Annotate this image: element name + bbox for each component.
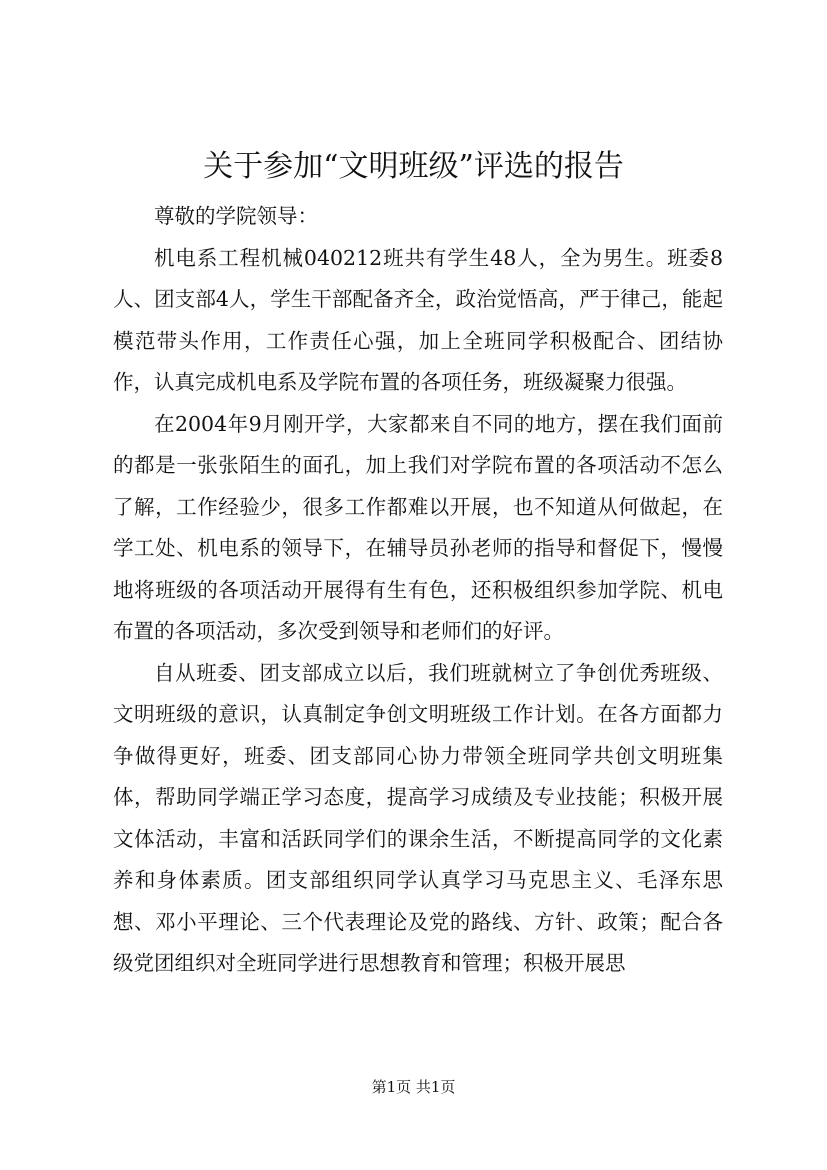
document-body [113,196,723,985]
page-footer: 第1页 共1页 [371,1078,456,1096]
document-title: 关于参加“文明班级”评选的报告 [203,149,624,184]
paragraph-3: 自从班委、团支部成立以后，我们班就树立了争创优秀班级、文明班级的意识，认真制定争创文明班级工作计划。在各方面都力争做得更好，班委、团支部同心协力带领全班同学共创文明班集体，帮助同学端正学习态度，提高学习成绩及专业技能；积极开展文体活动，丰富和活跃同学们的课余生活，不断提高同学的文化素养和身体素质。团支部组织同学认真学习马克思主义、毛泽东思想、邓小平理论、三个代表理论及党的路线、方针、政策；配合各级党团组织对全班同学进行思想教育和管理；积极开展思 [113,660,723,975]
paragraph-1: 机电系工程机械040212班共有学生48人，全为男生。班委8人、团支部4人，学生干部配备齐全，政治觉悟高，严于律己，能起模范带头作用，工作责任心强，加上全班同学积极配合、团结协作，认真完成机电系及学院布置的各项任务，班级凝聚力很强。 [113,245,723,394]
paragraph-2: 在2004年9月刚开学，大家都来自不同的地方，摆在我们面前的都是一张张陌生的面孔，加上我们对学院布置的各项活动不怎么了解，工作经验少，很多工作都难以开展，也不知道从何做起，在学工处、机电系的领导下，在辅导员孙老师的指导和督促下，慢慢地将班级的各项活动开展得有生有色，还积极组织参加学院、机电布置的各项活动，多次受到领导和老师们的好评。 [113,411,723,643]
salutation: 尊敬的学院领导： [154,204,318,228]
